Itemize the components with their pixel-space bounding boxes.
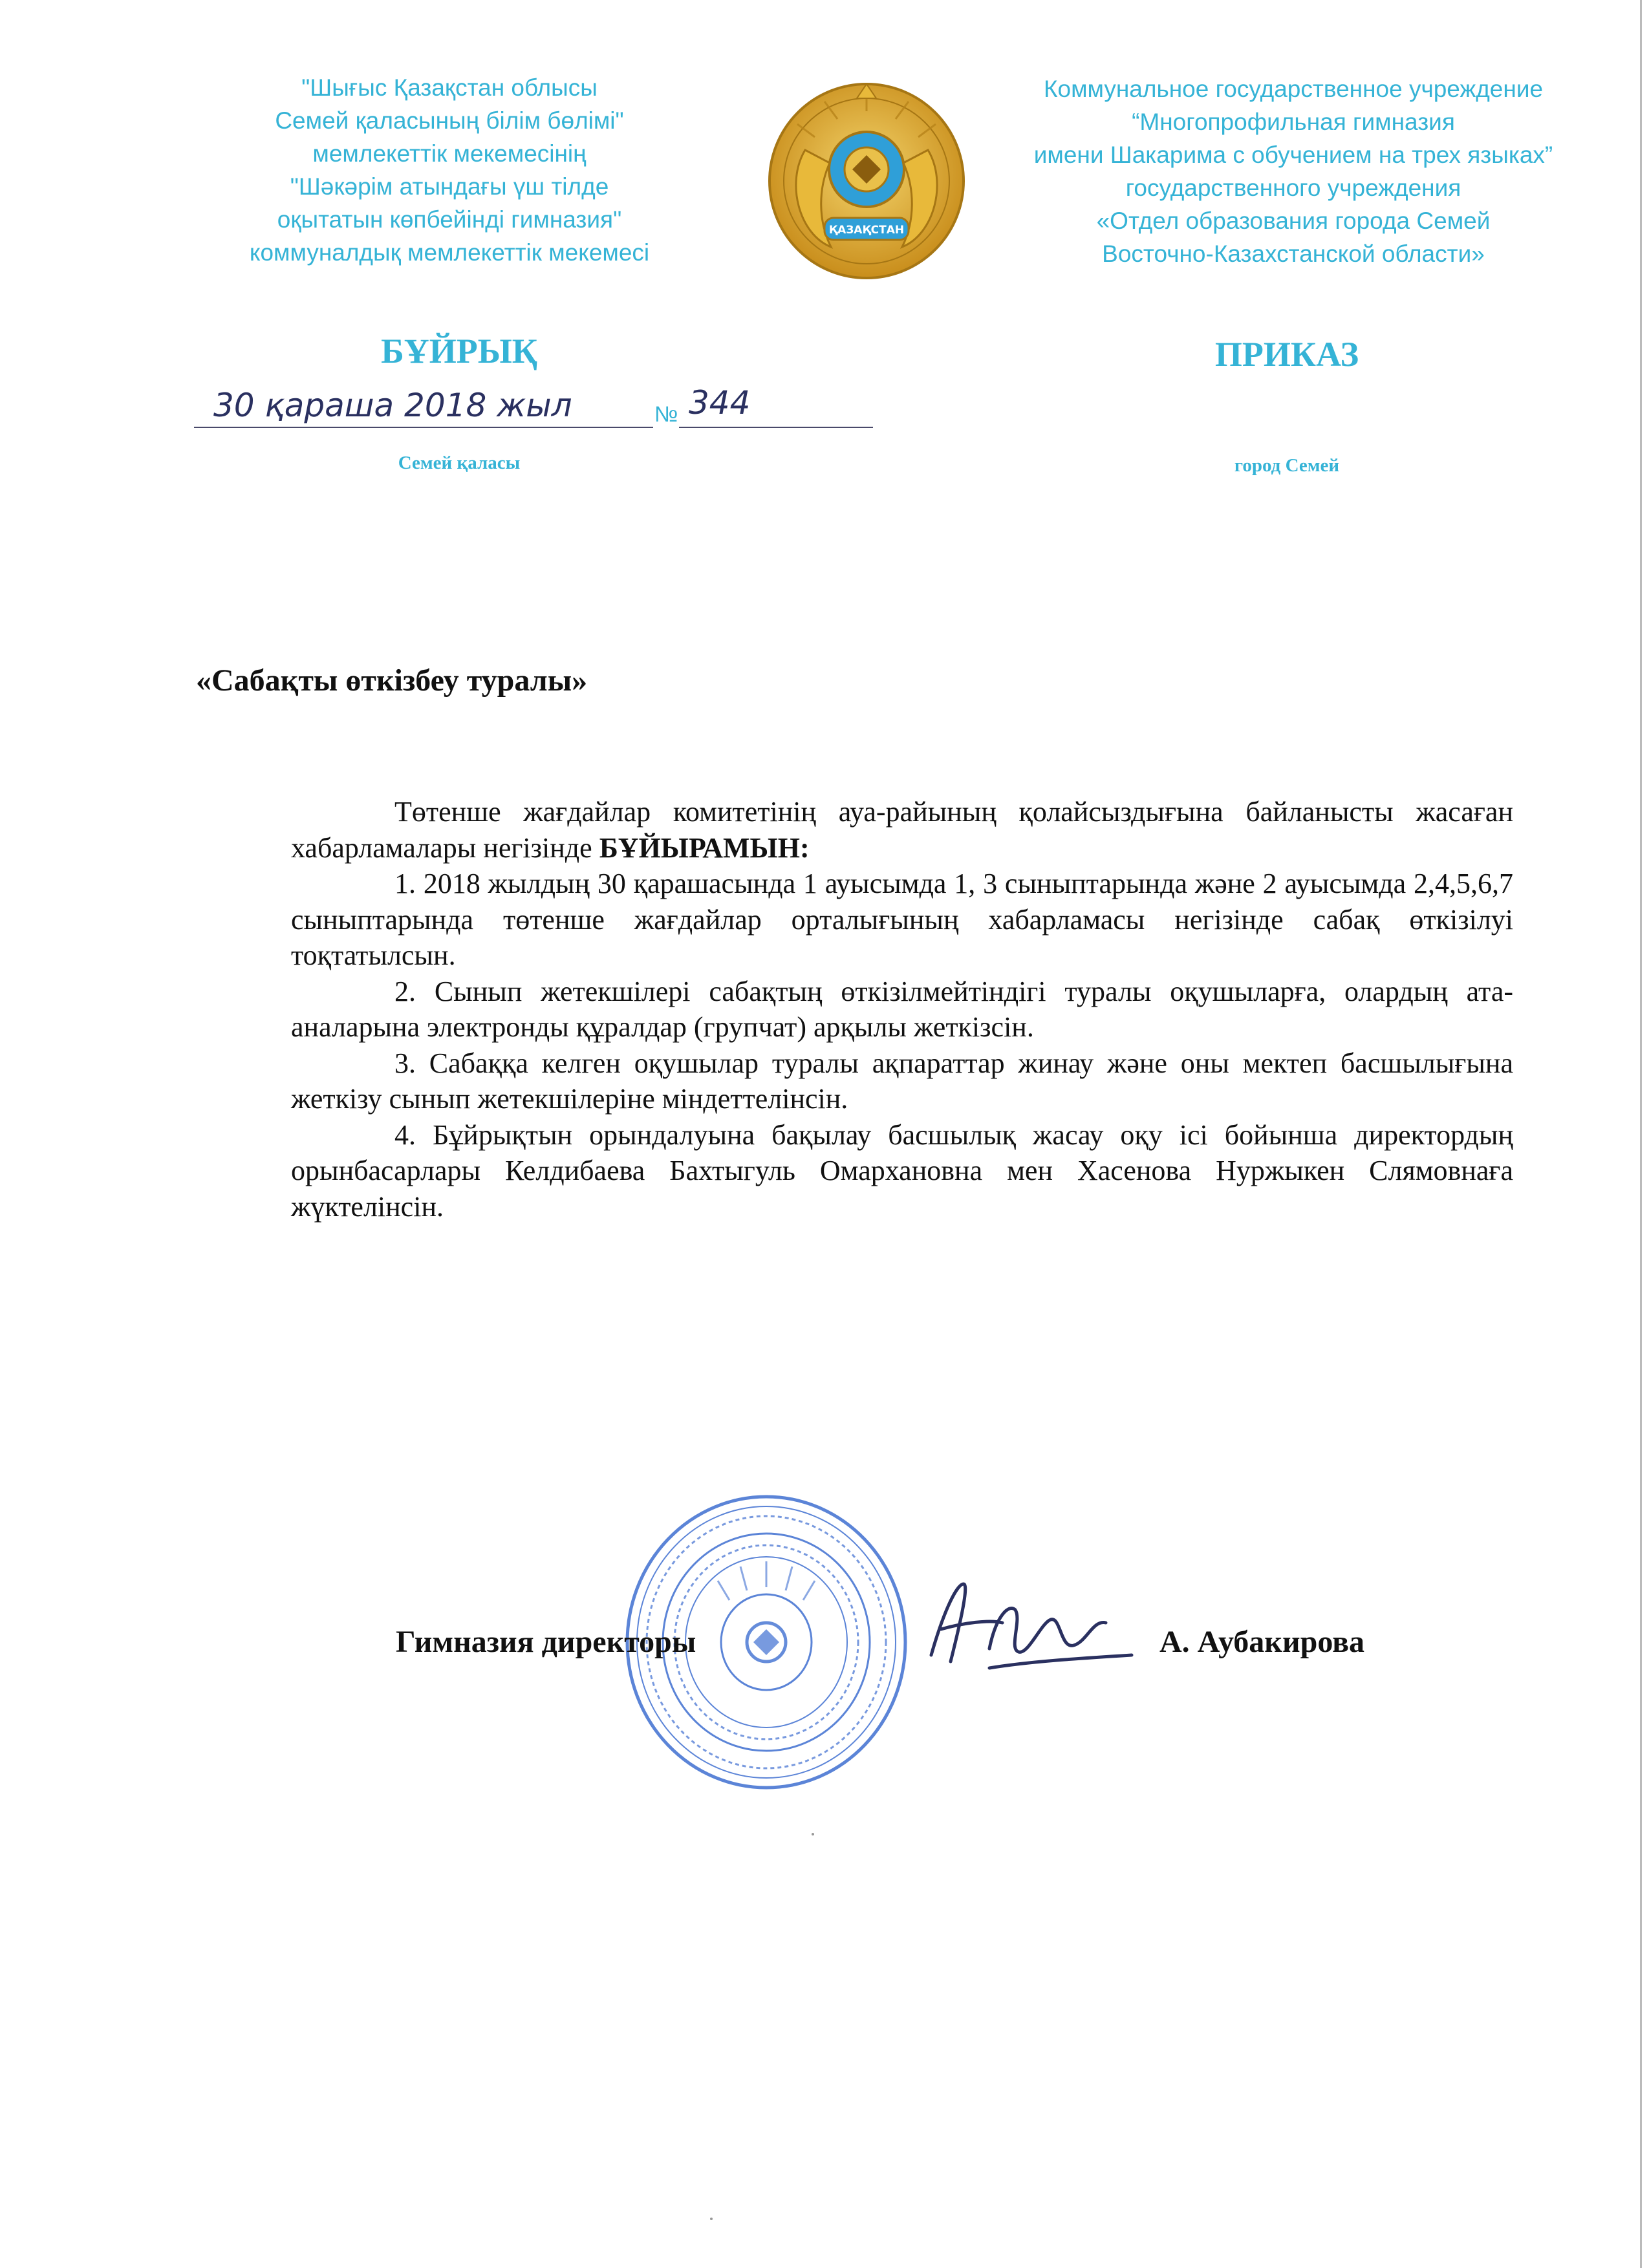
header-russian — [964, 72, 1623, 270]
header-kz-line: "Шығыс Қазақстан облысы — [301, 74, 598, 101]
header-kz-line: коммуналдық мемлекеттік мекемесі — [249, 239, 650, 266]
header-ru-line: «Отдел образования города Семей — [1096, 208, 1491, 234]
handwritten-date: 30 қараша 2018 жыл — [213, 387, 572, 424]
header-kz-line: "Шәкәрім атындағы үш тілде — [290, 173, 609, 200]
header-kz-line: мемлекеттік мекемесінің — [312, 140, 587, 167]
header-ru-line: Коммунальное государственное учреждение — [1043, 76, 1544, 102]
order-title-kz: БҰЙРЫҚ — [381, 332, 537, 370]
scan-speck — [812, 1833, 814, 1835]
emblem-label: ҚАЗАҚСТАН — [828, 224, 905, 237]
number-sign: № — [654, 402, 678, 427]
header-ru-line: “Многопрофильная гимназия — [1132, 109, 1455, 135]
scan-speck — [710, 2218, 713, 2220]
body-item: 2. Сынып жетекшілері сабақтың өткізілмейтіндігі туралы оқушыларға, олардың ата-аналарына электронды құралдар (групчат) арқылы жеткізсін. — [291, 975, 1513, 1043]
city-kz: Семей қаласы — [398, 453, 521, 473]
body-intro-bold: БҰЙЫРАМЫН: — [599, 831, 810, 864]
header-kz-line: Семей қаласының білім бөлімі" — [275, 107, 624, 134]
header-kz-line: оқытатын көпбейінді гимназия" — [277, 206, 622, 233]
header-ru-line: государственного учреждения — [1125, 175, 1461, 201]
body-item: 3. Сабаққа келген оқушылар туралы ақпараттар жинау және оны мектеп басшылығына жеткізу сынып жетекшілеріне міндеттелінсін. — [291, 1047, 1513, 1115]
body-item: 4. Бұйрықтын орындалуына бақылау басшылық жасау оқу ісі бойынша директордың орынбасарлары Келдибаева Бахтыгуль Омархановна мен Хасенова Нуржыкен Слямовнаға жүктелінсін. — [291, 1118, 1513, 1223]
header-ru-line: Восточно-Казахстанской области» — [1102, 241, 1485, 267]
body-intro-text: Төтенше жағдайлар комитетінің ауа-райының қолайсыздығына байланысты жасаған хабарламалары негізінде — [291, 796, 1513, 864]
body-item: 1. 2018 жылдың 30 қарашасында 1 ауысымда 1, 3 сыныптарында және 2 ауысымда 2,4,5,6,7 сыныптарында төтенше жағдайлар орталығының хабарламасы негізінде сабақ өткізілуі тоқтатылсын. — [291, 868, 1513, 971]
state-emblem-icon — [760, 72, 973, 292]
header-kazakh — [149, 71, 750, 269]
body-intro-paragraph — [291, 794, 1513, 866]
signature-label: Гимназия директоры — [396, 1625, 696, 1659]
page-edge-shadow — [1640, 0, 1642, 2268]
order-body — [291, 794, 1513, 1225]
city-ru: город Семей — [1234, 455, 1340, 476]
order-title-ru: ПРИКАЗ — [1214, 335, 1359, 374]
order-subject: «Сабақты өткізбеу туралы» — [196, 663, 588, 698]
signatory-name: А. Аубакирова — [1159, 1625, 1365, 1659]
handwritten-number: 344 — [689, 384, 751, 422]
header-ru-line: имени Шакарима с обучением на трех языках” — [1033, 142, 1553, 168]
director-signature-icon — [912, 1558, 1138, 1687]
